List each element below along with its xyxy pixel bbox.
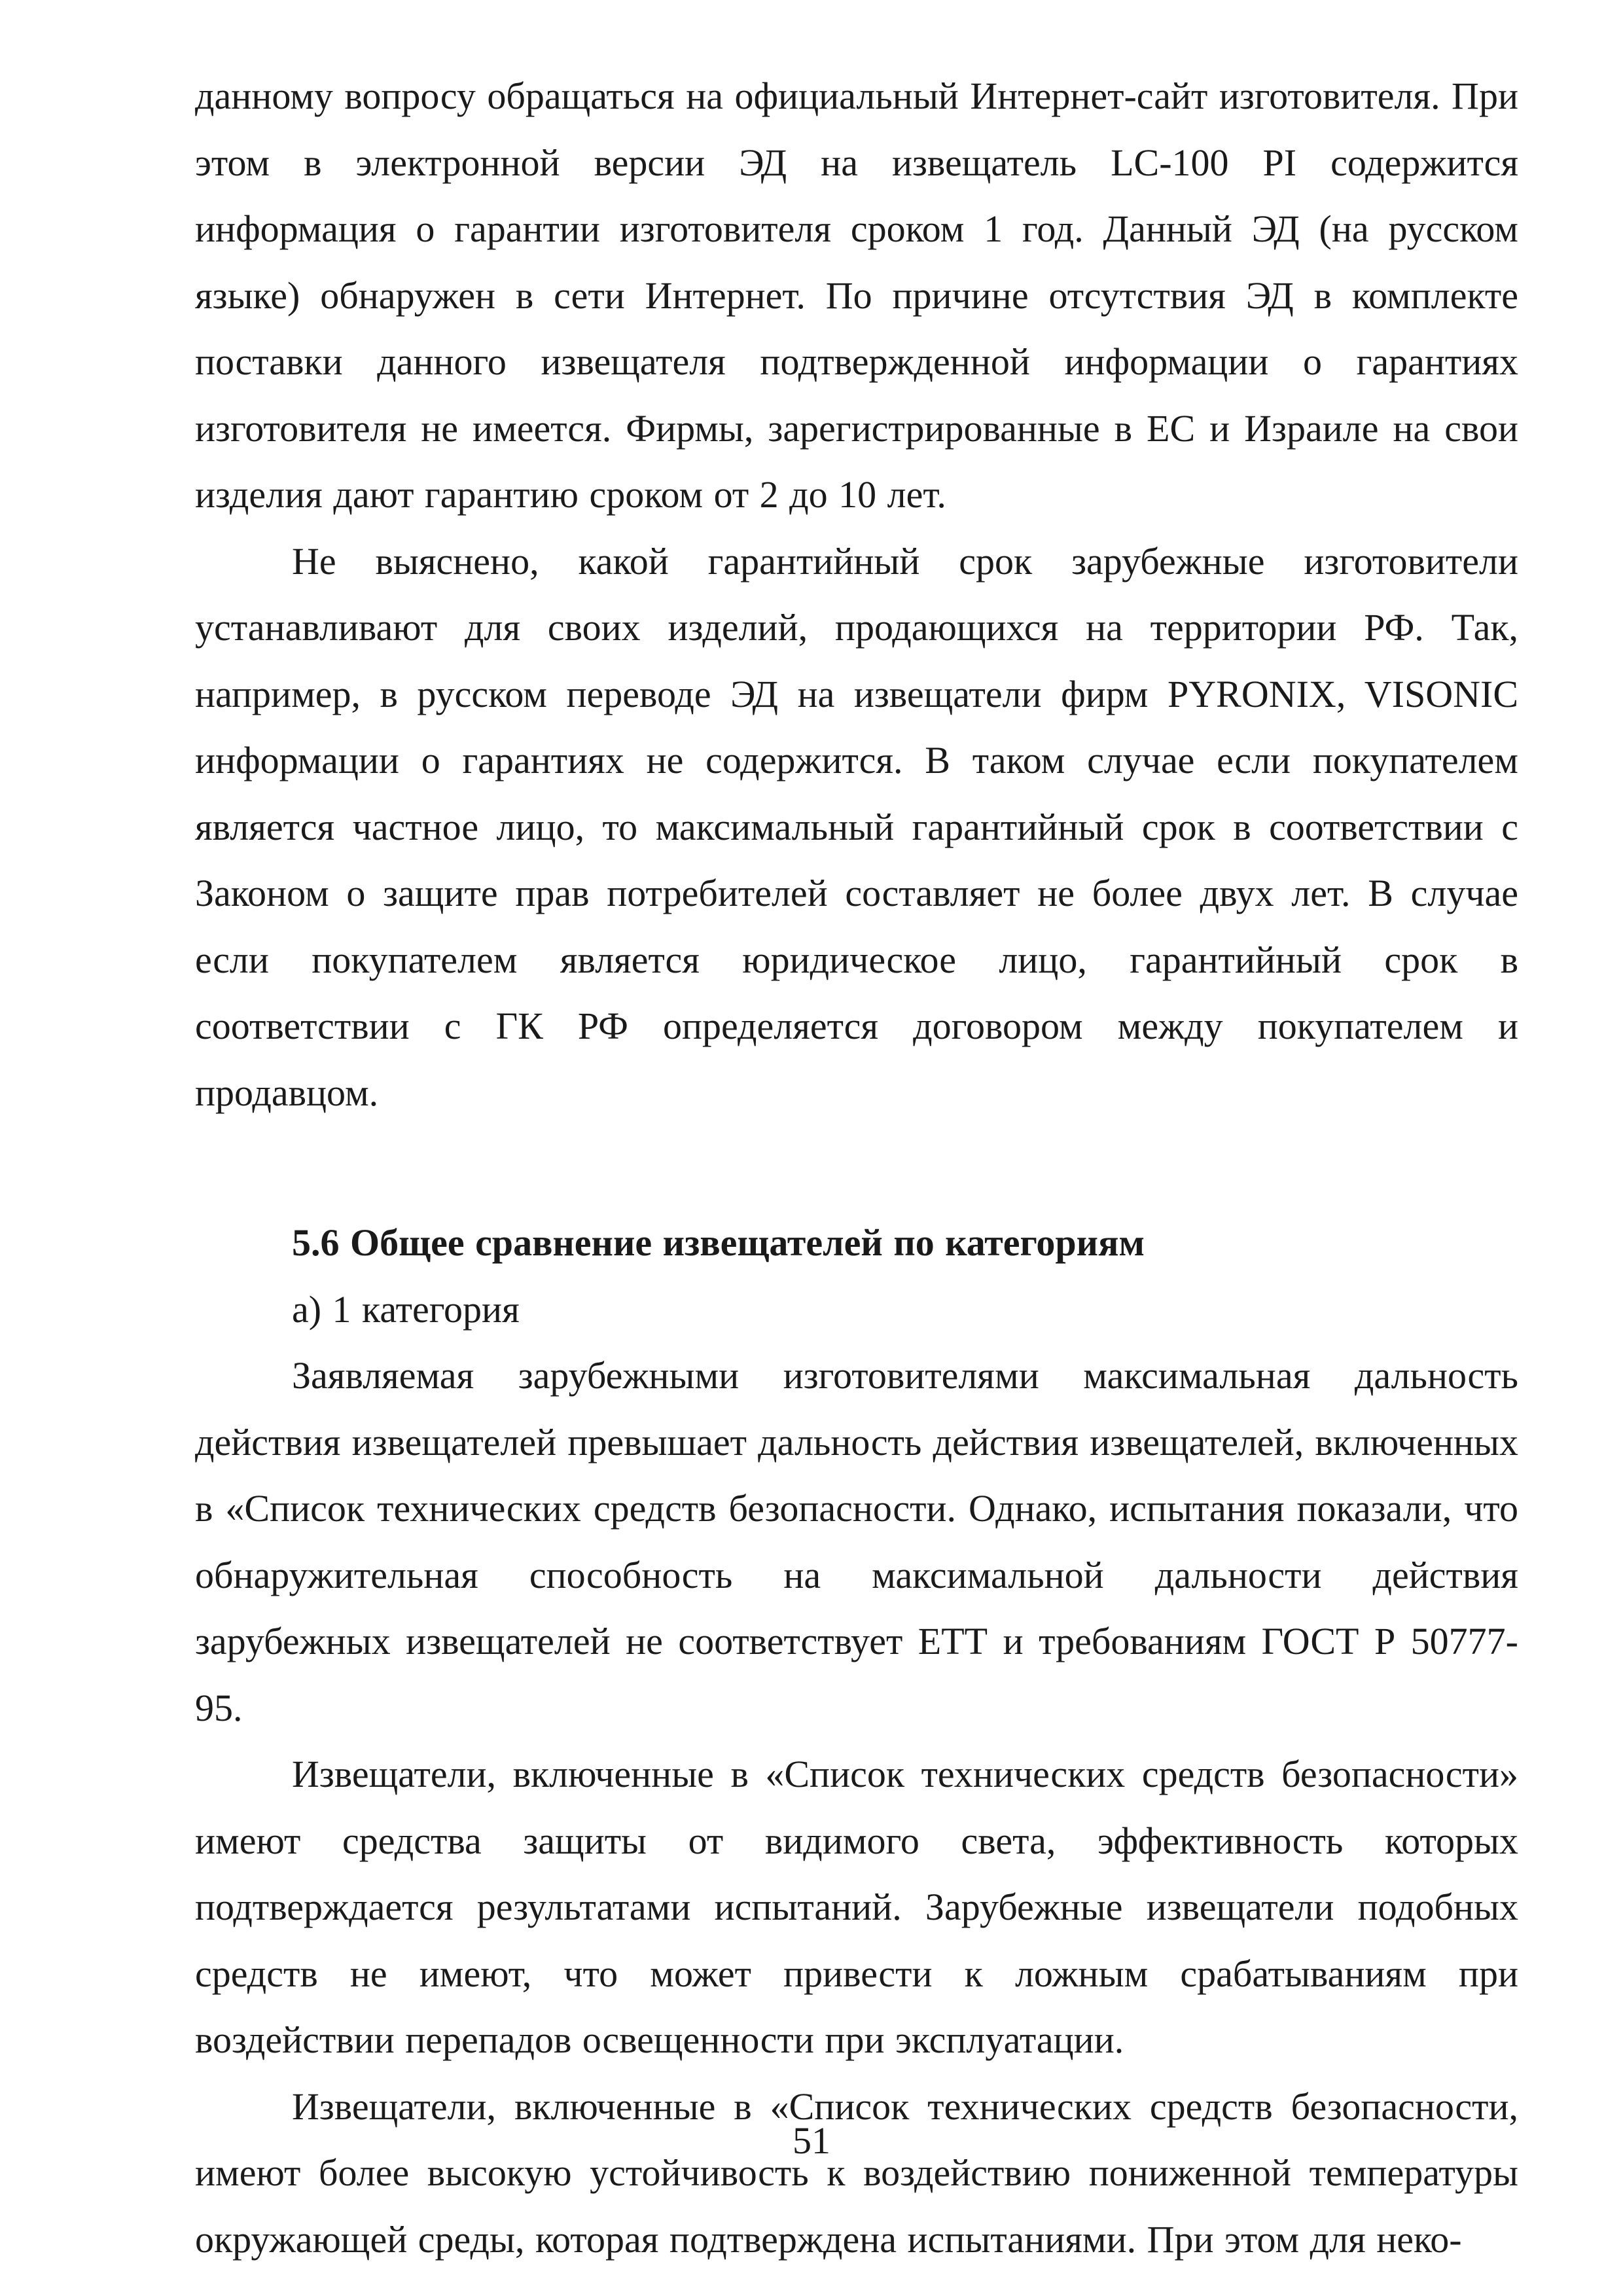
- section-subheading: а) 1 категория: [292, 1287, 520, 1331]
- page-content: [195, 63, 1518, 2272]
- section-heading: 5.6 Общее сравнение извещателей по категориям: [292, 1221, 1145, 1264]
- page-number: 51: [793, 2119, 830, 2162]
- paragraph-warranty-continued: данному вопросу обращаться на официальный Интернет-сайт изготовителя. При этом в электронной версии ЭД на извещатель LC-100 PI содержится информация о гарантии изготовителя сроком 1 год. Данный ЭД (на русском языке) обнаружен в сети Интернет. По причине отсутствия ЭД в комплекте поставки данного извещателя подтвержденной информации о гарантиях изготовителя не имеется. Фирмы, зарегистрированные в ЕС и Израиле на свои изделия дают гарантию сроком от 2 до 10 лет.: [195, 75, 1518, 516]
- paragraph-temperature: Извещатели, включенные в «Список технических средств безопасности, имеют более высокую устойчивость к воздействию пониженной температуры окружающей среды, которая подтверждена испытаниями. При этом для неко-: [195, 2085, 1518, 2261]
- paragraph-detection-range: Заявляемая зарубежными изготовителями максимальная дальность действия извещателей превышает дальность действия извещателей, включенных в «Список технических средств безопасности. Однако, испытания показали, что обнаружительная способность на максимальной дальности действия зарубежных извещателей не соответствует ЕТТ и требованиям ГОСТ Р 50777-95.: [195, 1354, 1518, 1729]
- paragraph-warranty-term: Не выяснено, какой гарантийный срок зарубежные изготовители устанавливают для своих изделий, продающихся на территории РФ. Так, например, в русском переводе ЭД на извещатели фирм PYRONIX, VISONIC информации о гарантиях не содержится. В таком случае если покупателем является частное лицо, то максимальный гарантийный срок в соответствии с Законом о защите прав потребителей составляет не более двух лет. В случае если покупателем является юридическое лицо, гарантийный срок в соответствии с ГК РФ определяется договором между покупателем и продавцом.: [195, 539, 1518, 1114]
- paragraph-light-protection: Извещатели, включенные в «Список технических средств безопасности» имеют средства защиты от видимого света, эффективность которых подтверждается результатами испытаний. Зарубежные извещатели подобных средств не имеют, что может привести к ложным срабатываниям при воздействии перепадов освещенности при эксплуатации.: [195, 1753, 1518, 2061]
